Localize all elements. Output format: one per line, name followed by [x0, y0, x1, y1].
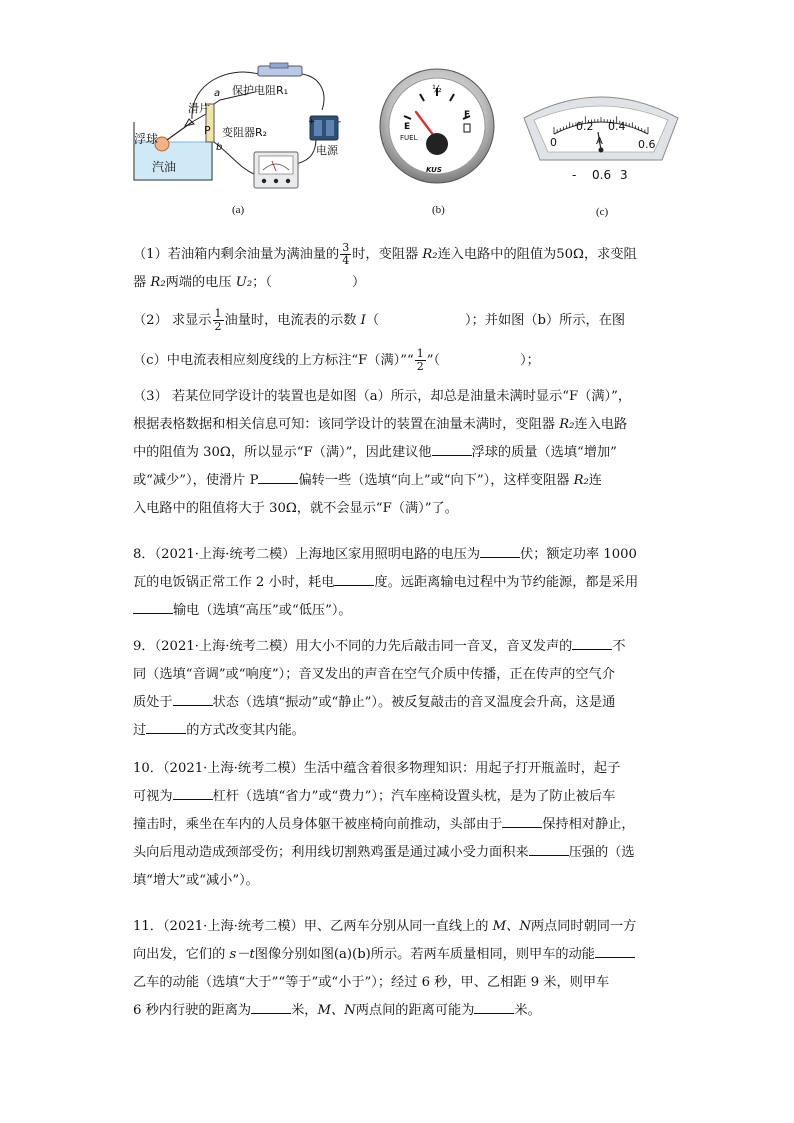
answer-blank-sound-property[interactable]: [572, 637, 612, 650]
label-p: P: [204, 124, 211, 137]
q8-line1: 8．（2021·上海·统考二模）上海地区家用照明电路的电压为 伏；额定功率 1000: [133, 547, 637, 562]
gauge-e-label: E: [404, 122, 411, 132]
answer-blank-state[interactable]: [173, 693, 213, 706]
gauge-f-label: F: [464, 110, 471, 120]
q9-line1: 9．（2021·上海·统考二模）用大小不同的力先后敲击同一音叉，音叉发声的 不: [133, 639, 626, 654]
scale-tick-0.6: 0.6: [638, 138, 656, 151]
label-slider: 滑片: [188, 102, 210, 115]
scale-unit: A: [596, 136, 603, 147]
label-protect-resistor: 保护电阻R₁: [232, 84, 289, 97]
q7-part3-line1: （3） 若某位同学设计的装置也是如图（a）所示，却总是油量未满时显示“F（满）”，: [133, 389, 632, 404]
answer-blank-method[interactable]: [146, 721, 186, 734]
caption-b: (b): [432, 204, 445, 216]
q10-line1: 10．（2021·上海·统考二模）生活中蕴含着很多物理知识：用起子打开瓶盖时，起子: [133, 761, 621, 776]
answer-blank-energy[interactable]: [334, 573, 374, 586]
scale-tick-0: 0: [550, 136, 557, 149]
q7-part3-line4: 或“减少”），使滑片 P 偏转一些（选填“向上”或“向下”），这样变阻器 R₂连: [133, 473, 602, 488]
q10-line4: 头向后甩动造成颈部受伤；利用线切割熟鸡蛋是通过减小受力面积来 压强的（选: [133, 845, 635, 860]
q9-line2: 同（选填“音调”或“响度”）；音叉发出的声音在空气介质中传播，正在传声的空气介: [133, 667, 615, 682]
q7-part1-line1: （1）若油箱内剩余油量为满油量的 $\frac{3}{4}$ 时，变阻器 R₂连入电路中的阻值为50Ω，求变阻: [133, 241, 637, 267]
label-power-source: 电源: [316, 144, 338, 157]
answer-blank-distance[interactable]: [251, 1001, 291, 1014]
fraction-1-2-label: $\frac{1}{2}$: [416, 347, 424, 373]
q8-line3: 输电（选填“高压”或“低压”）。: [133, 600, 673, 622]
answer-blank-transmission[interactable]: [133, 601, 173, 614]
terminal-3: 3: [620, 168, 628, 182]
svg-text:-: -: [338, 117, 342, 127]
q7-part2-line1: （2） 求显示 $\frac{1}{2}$ 油量时，电流表的示数 I（ ）；并如图（b）所示，在图: [133, 307, 626, 333]
label-b: b: [216, 142, 223, 153]
label-rheostat: 变阻器R₂: [222, 126, 268, 139]
q10-line5: 填“增大”或“减小”）。: [133, 873, 259, 888]
answer-blank-mass[interactable]: [432, 443, 472, 456]
q8-line2: 瓦的电饭锅正常工作 2 小时，耗电 度。远距离输电过程中为节约能源，都是采用: [133, 575, 639, 590]
q7-part2-line2: （c）中电流表相应刻度线的上方标注“F（满）”“ $\frac{1}{2}$ ”（ ）；: [133, 347, 540, 373]
label-oil: 汽油: [152, 160, 177, 174]
fraction-3-4: $\frac{3}{4}$: [342, 241, 350, 267]
q7-part3-line3: 中的阻值为 30Ω，所以显示“F（满）”，因此建议他 浮球的质量（选填“增加”: [133, 445, 617, 460]
gauge-brand-logo: KUS: [426, 166, 442, 174]
figure-a-circuit: [130, 62, 352, 202]
scale-tick-0.4: 0.4: [608, 120, 626, 133]
fraction-1-2: $\frac{1}{2}$: [214, 307, 222, 333]
gauge-fuel-label: FUEL: [400, 134, 418, 142]
answer-blank-pressure[interactable]: [529, 843, 569, 856]
label-a: a: [214, 88, 221, 99]
q7-part1-line2: 器 R₂两端的电压 U₂；（ ）: [133, 275, 366, 290]
q11-line4: 6 秒内行驶的距离为 米，M、N两点间的距离可能为 米。: [133, 1003, 541, 1018]
terminal-negative: -: [572, 168, 577, 182]
label-float: 浮球: [134, 132, 159, 146]
figure-c-ammeter: [520, 88, 682, 200]
scale-tick-0.2: 0.2: [576, 120, 594, 133]
q11-line3: 乙车的动能（选填“大于”“等于”或“小于”）；经过 6 秒，甲、乙相距 9 米，则甲车: [133, 975, 610, 990]
q11-line1: 11．（2021·上海·统考二模）甲、乙两车分别从同一直线上的 M、N两点同时朝同一方: [133, 919, 637, 934]
answer-blank-lever[interactable]: [173, 787, 213, 800]
q7-part3-line2: 根据表格数据和相关信息可知：该同学设计的装置在油量未满时，变阻器 R₂连入电路: [133, 417, 628, 432]
q10-line2: 可视为 杠杆（选填“省力”或“费力”）；汽车座椅设置头枕，是为了防止被后车: [133, 789, 616, 804]
terminal-0.6: 0.6: [592, 168, 612, 182]
q11-line2: 向出发，它们的 s－t图像分别如图(a)(b)所示。若两车质量相同，则甲车的动能: [133, 944, 673, 966]
figure-b-fuel-gauge: [378, 64, 496, 194]
answer-blank-direction[interactable]: [258, 471, 298, 484]
q7-part3-line5: 入电路中的阻值将大于 30Ω，就不会显示“F（满）”了。: [133, 501, 458, 516]
answer-blank-kinetic-energy[interactable]: [595, 945, 635, 958]
answer-blank-voltage[interactable]: [480, 545, 520, 558]
q10-line3: 撞击时，乘坐在车内的人员身体躯干被座椅向前推动，头部由于 保持相对静止，: [133, 817, 635, 832]
answer-blank-mn-distance[interactable]: [474, 1001, 514, 1014]
caption-c: (c): [596, 206, 609, 218]
gauge-half-label: ½: [432, 84, 442, 95]
answer-blank-inertia[interactable]: [502, 815, 542, 828]
caption-a: (a): [232, 204, 245, 216]
svg-text:+: +: [308, 117, 316, 127]
q9-line3: 质处于 状态（选填“振动”或“静止”）。被反复敲击的音叉温度会升高，这是通: [133, 695, 616, 710]
q9-line4: 过 的方式改变其内能。: [133, 723, 305, 738]
